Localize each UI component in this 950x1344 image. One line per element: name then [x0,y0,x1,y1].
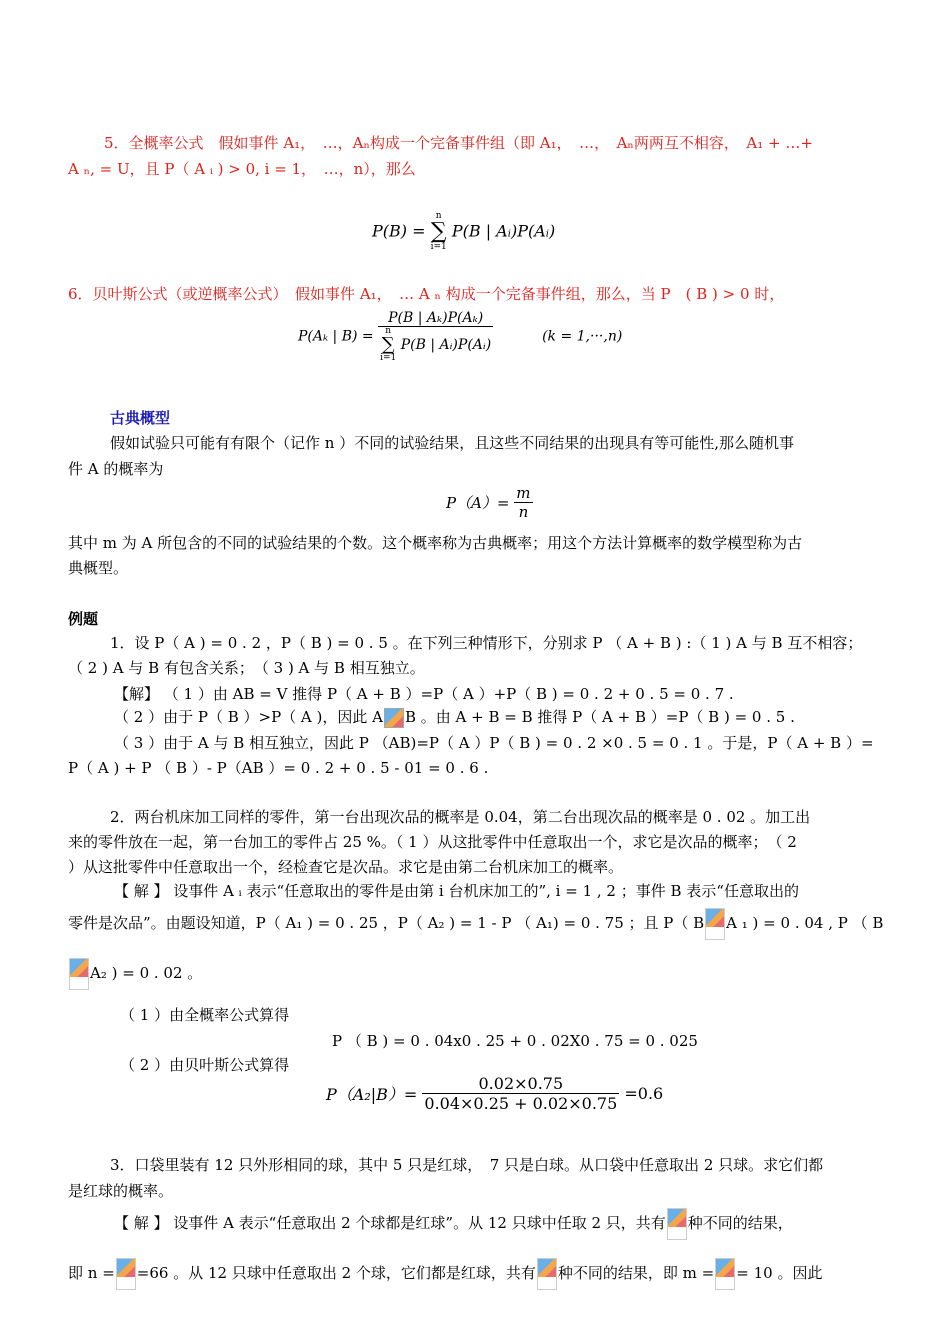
ex2-line3: ）从这批零件中任意取出一个，经检查它是次品。求它是由第二台机床加工的概率。 [68,858,624,876]
combination-image [715,1258,735,1290]
bayes-fraction [378,310,493,363]
bayes-condition: (k = 1,···,n) [542,328,623,345]
bayes-lhs: P(Aₖ | B) = [298,328,379,345]
conditional-bar-image [69,958,89,990]
summation-symbol [431,212,447,252]
ex2-line8: P （ B ) = 0 . 04x0 . 25 + 0 . 02X0 . 75 = 0 . 025 [332,1032,698,1050]
sum-lower-limit: i=1 [430,242,447,252]
classic-heading: 古典概型 [110,409,171,427]
ex1-line4-part1: （ 2 ）由于 P（ B ）>P（ A )，因此 A [114,708,383,726]
classic-formula [446,484,533,521]
ex3-line3 [114,1208,793,1240]
combination-c5-2-image [537,1258,557,1290]
classic-p1-line1: 假如试验只可能有有限个（记作 n ）不同的试验结果，且这些不同结果的出现具有等可能性,那么随机事 [110,434,794,452]
ex3-line3-part2: 种不同的结果， [687,1214,793,1232]
ex1-line6: P（ A ) + P （ B ）- P（AB ）= 0 . 2 + 0 . 5 - 01 = 0 . 6 . [68,759,489,777]
ex2-line7: （ 1 ）由全概率公式算得 [120,1006,290,1024]
ex2-line6-text: A₂ ) = 0 . 02 。 [90,964,203,982]
ex1-line1: 1．设 P（ A ) = 0 . 2 ，P（ B ) = 0 . 5 。在下列三种情形下，分别求 P （ A + B ) :（ 1 ) A 与 B 互不相容； [110,634,863,652]
sum-upper-limit: n [385,326,392,336]
classic-p1-line2: 件 A 的概率为 [68,460,164,478]
total-probability-formula [372,212,555,252]
sum-upper-limit: n [435,211,442,221]
ex2-formula-denominator: 0.04×0.25 + 0.02×0.75 [424,1094,618,1113]
classic-formula-lhs: P（A）= [446,494,510,512]
ex1-line2: （ 2 ) A 与 B 有包含关系； （ 3 ) A 与 B 相互独立。 [68,659,425,677]
combination-image [116,1258,136,1290]
combination-c12-2-image [667,1208,687,1240]
classic-fraction [514,484,532,521]
summation-symbol [380,327,396,363]
ex2-formula-rhs: =0.6 [624,1084,664,1103]
conditional-bar-image [705,908,725,940]
ex2-line5 [68,908,883,940]
ex1-line4 [114,706,795,728]
ex3-line1: 3．口袋里装有 12 只外形相同的球，其中 5 只是红球， 7 只是白球。从口袋中任意取出 2 只球。求它们都 [110,1156,824,1174]
bayes-formula [298,310,622,363]
classic-numerator: m [516,484,531,502]
section5-line1: 5．全概率公式 假如事件 A₁， …，Aₙ构成一个完备事件组（即 A₁， …， Aₙ两两互不相容， A₁ + …+ [104,134,813,152]
ex2-line2: 来的零件放在一起，第一台加工的零件占 25 %。（ 1 ）从这批零件中任意取出一个，求它是次品的概率； （ 2 [68,833,797,851]
ex2-formula-numerator: 0.02×0.75 [422,1074,619,1094]
ex2-line6 [68,958,202,990]
sum-lower-limit: i=1 [380,353,397,363]
ex3-line3-part1: 【 解 】 设事件 A 表示“任意取出 2 个球都是红球”。从 12 只球中任取 2 只，共有 [114,1214,666,1232]
ex1-line5: （ 3 ）由于 A 与 B 相互独立，因此 P （AB)=P（ A ）P（ B ) = 0 . 2 ×0 . 5 = 0 . 1 。于是，P（ A + B ）= [114,734,874,752]
section6-line1: 6．贝叶斯公式（或逆概率公式） 假如事件 A₁， … A ₙ 构成一个完备事件组，那么，当 P ( B ) > 0 时， [68,285,785,303]
ex3-line2: 是红球的概率。 [68,1182,174,1200]
ex2-line1: 2．两台机床加工同样的零件，第一台出现次品的概率是 0.04，第二台出现次品的概率是 0 . 02 。加工出 [110,808,811,826]
formula-rhs: P(B | Aᵢ)P(Aᵢ) [451,221,556,241]
sigma-icon: ∑ [430,219,447,244]
ex1-line4-part2: B 。由 A + B = B 推得 P（ A + B ）=P（ B ) = 0 . 5 . [404,708,795,726]
ex3-line4-part1: 即 n = [68,1264,115,1282]
ex3-line4-part2: =66 。从 12 只球中任意取出 2 个球，它们都是红球，共有 [136,1264,536,1282]
classic-p2-line2: 典概型。 [68,559,129,577]
classic-p2-line1: 其中 m 为 A 所包含的不同的试验结果的个数。这个概率称为古典概率；用这个方法计算概率的数学模型称为古 [68,534,803,552]
ex3-line4-part4: = 10 。因此 [736,1264,823,1282]
classic-denominator: n [518,503,529,521]
ex2-line9: （ 2 ）由贝叶斯公式算得 [120,1056,290,1074]
ex2-formula-lhs: P（A₂|B）= [326,1085,418,1104]
ex2-line5-part1: 零件是次品”。由题设知道，P（ A₁ ) = 0 . 25 ，P（ A₂ ) = 1 - P （ A₁) = 0 . 75 ；且 P（ B [68,914,705,932]
ex2-formula-fraction [422,1074,619,1113]
ex3-line4 [68,1258,822,1290]
examples-heading: 例题 [68,610,99,628]
bayes-denominator-term: P(B | Aᵢ)P(Aᵢ) [400,337,492,353]
section5-line2: A ₙ, = U，且 P（ A ᵢ ) > 0, i = 1， …，n），那么 [68,160,416,178]
sigma-icon: ∑ [381,334,395,355]
bayes-denominator [378,327,493,363]
ex2-bayes-formula [326,1074,663,1113]
ex2-line4: 【 解 】 设事件 A ᵢ 表示“任意取出的零件是由第 i 台机床加工的”, i = 1 , 2 ；事件 B 表示“任意取出的 [114,882,799,900]
ex2-line5-part2: A ₁ ) = 0 . 04 , P （ B [726,914,884,932]
ex1-line3: 【解】 （ 1 ）由 AB = V 推得 P（ A + B ）=P（ A ）+P（ B ) = 0 . 2 + 0 . 5 = 0 . 7 . [114,685,734,703]
formula-lhs: P(B) = [372,221,431,241]
subset-symbol-image [384,708,404,728]
bayes-numerator: P(B | Aₖ)P(Aₖ) [378,310,493,327]
ex3-line4-part3: 种不同的结果，即 m = [557,1264,715,1282]
